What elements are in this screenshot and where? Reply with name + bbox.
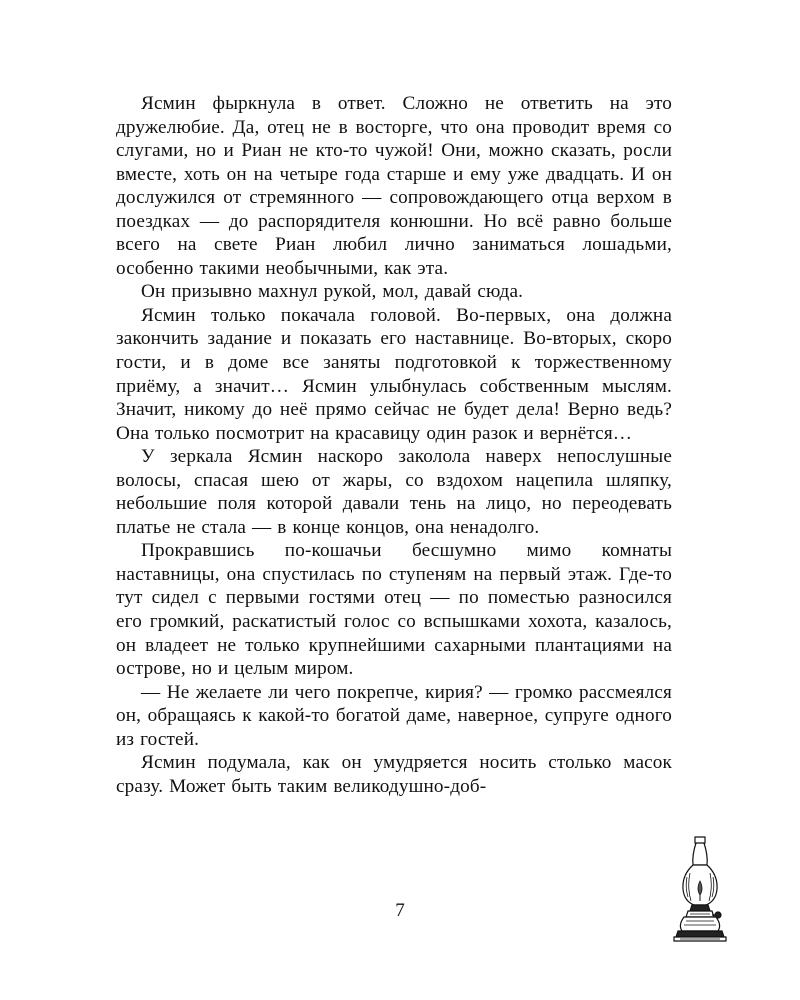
paragraph-4: У зеркала Ясмин наскоро заколола наверх непослушные волосы, спасая шею от жары, со вздохом нацепила шляпку, небольшие поля которой давали тень на лицо, но переодевать платье не стала — в конце концов, она ненадолго. — [116, 446, 672, 538]
paragraph-3: Ясмин только покачала головой. Во-первых, она должна закончить задание и показать его наставнице. Во-вторых, скоро гости, и в доме все заняты подготовкой к торжественному приёму, а значит… Ясмин улыбнулась собственным мыслям. Значит, никому до неё прямо сейчас не будет дела! Верно ведь? Она только посмотрит на красавицу один разок и вернётся… — [116, 304, 672, 444]
paragraph-5: Прокравшись по-кошачьи бесшумно мимо комнаты наставницы, она спустилась по ступеням на первый этаж. Где-то тут сидел с первыми гостями отец — по поместью разносился его громкий, раскатистый голос со вспышками хохота, казалось, он владеет не только крупнейшими сахарными плантациями на острове, но и целым миром. — [116, 540, 672, 680]
paragraph-2: Он призывно махнул рукой, мол, давай сюда. — [141, 281, 524, 303]
oil-lamp-icon — [670, 833, 730, 945]
paragraph-7: Ясмин подумала, как он умудряется носить столько масок сразу. Может быть таким великодушно-доб- — [116, 752, 672, 797]
paragraph-1: Ясмин фыркнула в ответ. Сложно не ответить на это дружелюбие. Да, отец не в восторге, что она проводит время со слугами, но и Риан не кто-то чужой! Они, можно сказать, росли вместе, хоть он на четыре года старше и ему уже двадцать. И он дослужился от стремянного — сопровождающего отца верхом в поездках — до распорядителя конюшни. Но всё равно больше всего на свете Риан любил лично заниматься лошадьми, особенно такими необычными, как эта. — [116, 93, 672, 279]
page-number: 7 — [395, 900, 405, 921]
paragraph-6: — Не желаете ли чего покрепче, кирия? — громко рассмеялся он, обращаясь к какой-то богатой даме, наверное, супруге одного из гостей. — [116, 681, 672, 750]
body-text — [116, 92, 672, 798]
